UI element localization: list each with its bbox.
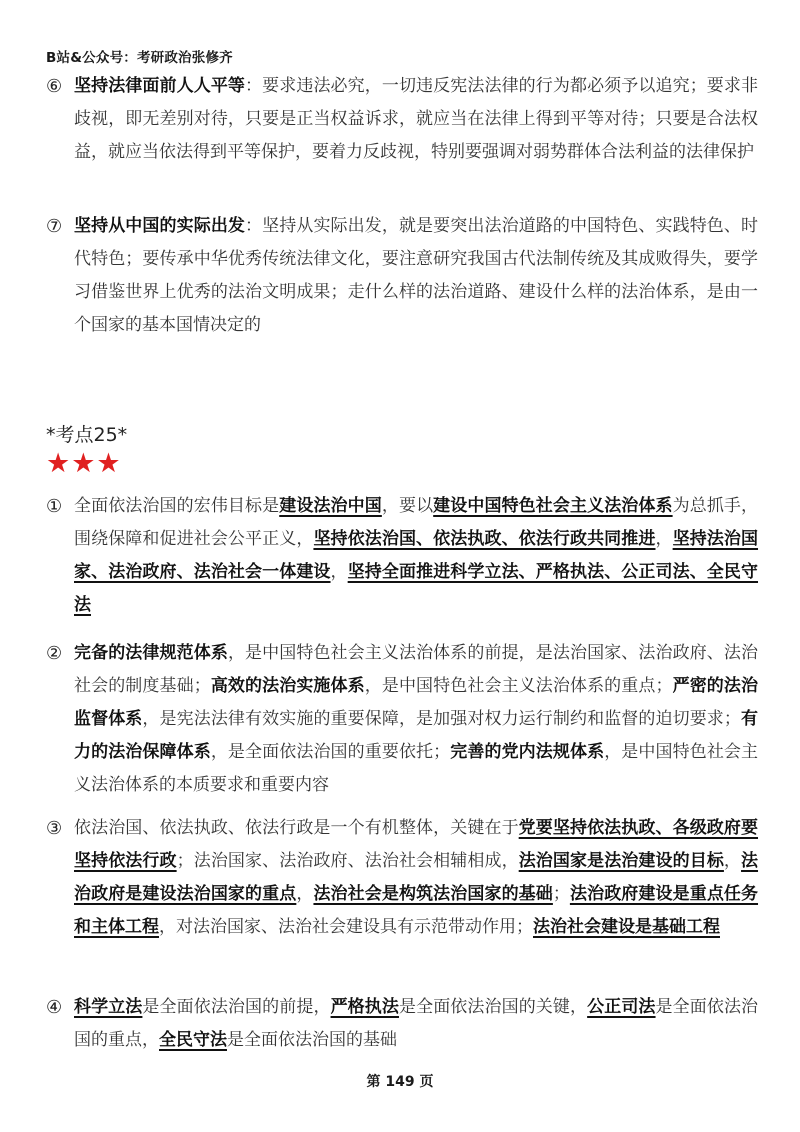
item-body (74, 70, 758, 169)
key-phrase: 高效的法治实施体系 (210, 676, 365, 696)
text-run: ， (723, 851, 742, 871)
key-phrase: 完善的党内法规体系 (450, 742, 605, 762)
text-run: ，是宪法法律有效实施的重要保障，是加强对权力运行制约和监督的迫切要求； (142, 709, 741, 729)
point-3 (46, 812, 758, 944)
text-run: ， (296, 884, 314, 904)
item-number: ① (46, 496, 63, 517)
text-run: ：要求违法必究，一切违反宪法法律的行为都必须予以追究；要求非歧视，即无差别对待，只要是正当权益诉求，就应当在法律上得到平等对待；只要是合法权益，就应当依法得到平等保护，要着力反歧视，特别要强调对弱势群体合法利益的法律保护 (74, 76, 759, 162)
key-phrase: 全民守法 (159, 1030, 227, 1050)
key-phrase: 法治国家是法治建设的目标 (518, 851, 724, 871)
text-run: ， (655, 529, 673, 549)
text-run: ，对法治国家、法治社会建设具有示范带动作用； (159, 917, 533, 937)
text-run: ； (552, 884, 570, 904)
item-number: ⑦ (46, 216, 63, 237)
key-phrase: 法治社会建设是基础工程 (533, 917, 720, 937)
item-body (74, 210, 758, 342)
text-run: 为总抓手，围绕保障和促进社会公平正义， (74, 496, 759, 549)
item-body (74, 812, 758, 944)
key-phrase: 坚持依法治国、依法执政、依法行政共同推进 (313, 529, 656, 549)
text-run: ，是全面依法治国的重要依托； (210, 742, 451, 762)
key-phrase: 严密的法治监督体系 (74, 676, 759, 729)
key-phrase: 有力的法治保障体系 (74, 709, 759, 762)
point-4 (46, 991, 758, 1057)
item-number: ④ (46, 997, 63, 1018)
text-run: ，是中国特色社会主义法治体系的前提，是法治国家、法治政府、法治社会的制度基础； (74, 643, 759, 696)
key-phrase: 坚持法律面前人人平等 (74, 76, 246, 96)
point-1 (46, 490, 758, 622)
item-body (74, 991, 758, 1057)
key-phrase: 坚持从中国的实际出发 (74, 216, 246, 236)
key-phrase: 建设法治中国 (279, 496, 382, 516)
text-run: ， (330, 562, 348, 582)
importance-stars: ★★★ (46, 448, 122, 479)
text-run: 是全面依法治国的基础 (227, 1030, 397, 1050)
key-phrase: 法治政府是建设法治国家的重点 (74, 851, 759, 904)
key-phrase: 党要坚持依法执政、各级政府要坚持依法行政 (74, 818, 759, 871)
header-source: B站&公众号：考研政治张修齐 (46, 50, 233, 66)
key-phrase: 建设中国特色社会主义法治体系 (433, 496, 673, 516)
text-run: ，是中国特色社会主义法治体系的重点； (364, 676, 673, 696)
item-body (74, 490, 758, 622)
exam-point-label: *考点25* (46, 424, 128, 446)
text-run: ；法治国家、法治政府、法治社会相辅相成， (176, 851, 519, 871)
text-run: 依法治国、依法执政、依法行政是一个有机整体，关键在于 (74, 818, 519, 838)
principle-7 (46, 210, 758, 342)
key-phrase: 法治社会是构筑法治国家的基础 (313, 884, 553, 904)
text-run: 是全面依法治国的重点， (74, 997, 759, 1050)
text-run: ：坚持从实际出发，就是要突出法治道路的中国特色、实践特色、时代特色；要传承中华优秀传统法律文化，要注意研究我国古代法制传统及其成败得失，要学习借鉴世界上优秀的法治文明成果；走什么样的法治道路、建设什么样的法治体系，是由一个国家的基本国情决定的 (74, 216, 759, 335)
text-run: ，要以 (381, 496, 434, 516)
page-number: 第 149 页 (366, 1074, 434, 1090)
text-run: ，是中国特色社会主义法治体系的本质要求和重要内容 (74, 742, 759, 795)
item-number: ③ (46, 818, 63, 839)
key-phrase: 严格执法 (330, 997, 399, 1017)
key-phrase: 完备的法律规范体系 (74, 643, 228, 663)
key-phrase: 坚持法治国家、法治政府、法治社会一体建设 (74, 529, 759, 582)
text-run: 是全面依法治国的前提， (142, 997, 331, 1017)
principle-6 (46, 70, 758, 169)
item-number: ⑥ (46, 76, 63, 97)
key-phrase: 科学立法 (74, 997, 143, 1017)
key-phrase: 公正司法 (587, 997, 656, 1017)
point-2 (46, 637, 758, 802)
text-run: 全面依法治国的宏伟目标是 (74, 496, 280, 516)
item-body (74, 637, 758, 802)
key-phrase: 坚持全面推进科学立法、严格执法、公正司法、全民守法 (74, 562, 759, 615)
item-number: ② (46, 643, 63, 664)
text-run: 是全面依法治国的关键， (398, 997, 588, 1017)
key-phrase: 法治政府建设是重点任务和主体工程 (74, 884, 759, 937)
